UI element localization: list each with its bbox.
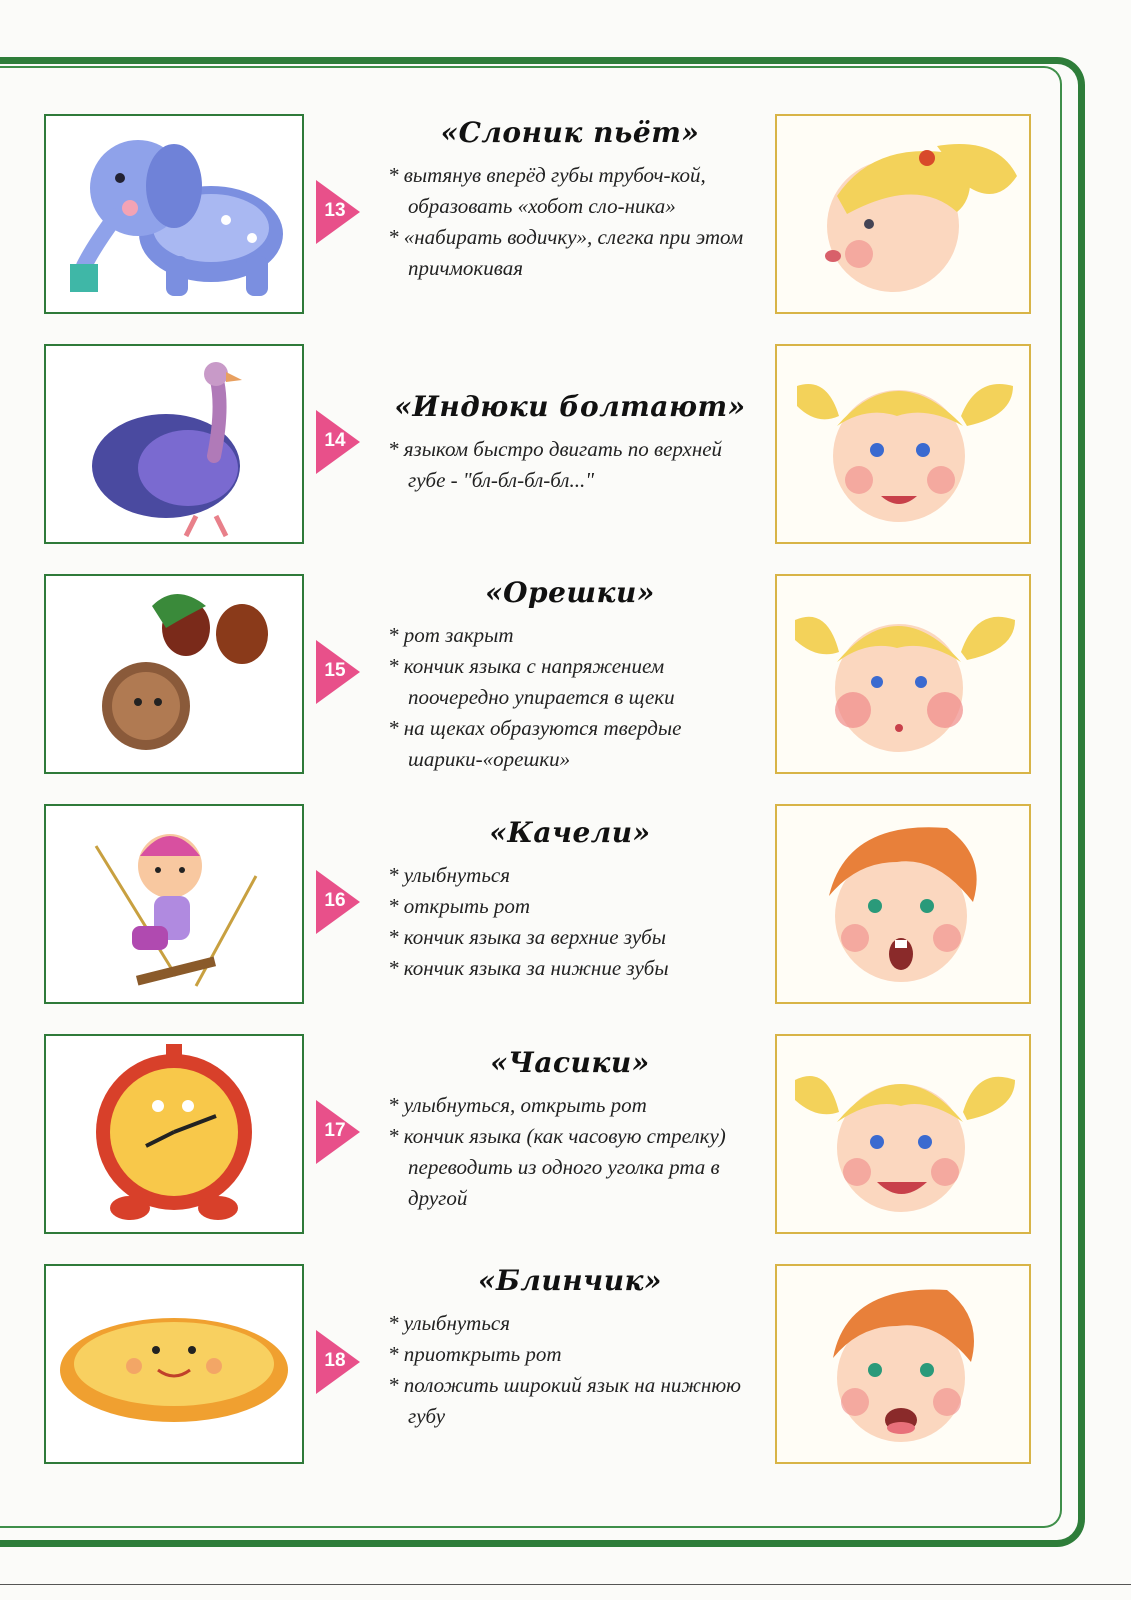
exercise-18 [0, 1264, 1131, 1464]
number-marker: 13 [316, 180, 360, 244]
exercise-14 [0, 344, 1131, 544]
child-face-picture [775, 114, 1031, 314]
exercise-15 [0, 574, 1131, 774]
exercise-title: «Орешки» [485, 576, 655, 609]
instruction-item: * кончик языка с напряжением поочередно упирается в щеки [388, 651, 758, 713]
number-marker: 17 [316, 1100, 360, 1164]
exercise-instructions [388, 160, 758, 284]
exercise-17 [0, 1034, 1131, 1234]
exercise-title: «Блинчик» [477, 1264, 662, 1297]
instruction-item: * кончик языка за нижние зубы [388, 953, 758, 984]
elephant-picture [44, 114, 304, 314]
child-face-picture [775, 1034, 1031, 1234]
number-marker: 15 [316, 640, 360, 704]
exercise-instructions [388, 1308, 758, 1432]
exercise-instructions [388, 434, 758, 496]
instruction-item: * «набирать водичку», слегка при этом причмокивая [388, 222, 758, 284]
exercise-16 [0, 804, 1131, 1004]
instruction-item: * улыбнуться, открыть рот [388, 1090, 758, 1121]
instruction-item: * улыбнуться [388, 860, 758, 891]
instruction-item: * языком быстро двигать по верхней губе - "бл-бл-бл-бл..." [388, 434, 758, 496]
pancake-picture [44, 1264, 304, 1464]
instruction-item: * приоткрыть рот [388, 1339, 758, 1370]
instruction-item: * на щеках образуются твердые шарики-«орешки» [388, 713, 758, 775]
instruction-item: * открыть рот [388, 891, 758, 922]
instruction-item: * кончик языка за верхние зубы [388, 922, 758, 953]
instruction-item: * рот закрыт [388, 620, 758, 651]
exercise-title: «Качели» [489, 816, 651, 849]
child-face-picture [775, 574, 1031, 774]
nuts-picture [44, 574, 304, 774]
exercise-instructions [388, 620, 758, 775]
instruction-item: * кончик языка (как часовую стрелку) переводить из одного уголка рта в другой [388, 1121, 758, 1214]
clock-picture [44, 1034, 304, 1234]
turkey-picture [44, 344, 304, 544]
instruction-item: * положить широкий язык на нижнюю губу [388, 1370, 758, 1432]
exercise-title: «Слоник пьёт» [440, 116, 700, 149]
exercise-title: «Индюки болтают» [394, 390, 746, 423]
exercise-title: «Часики» [490, 1046, 650, 1079]
child-face-picture [775, 1264, 1031, 1464]
number-marker: 14 [316, 410, 360, 474]
exercise-13 [0, 114, 1131, 314]
exercise-instructions [388, 860, 758, 984]
number-marker: 16 [316, 870, 360, 934]
swing-picture [44, 804, 304, 1004]
bottom-rule [0, 1584, 1131, 1585]
instruction-item: * улыбнуться [388, 1308, 758, 1339]
child-face-picture [775, 344, 1031, 544]
number-marker: 18 [316, 1330, 360, 1394]
instruction-item: * вытянув вперёд губы трубоч-кой, образовать «хобот сло-ника» [388, 160, 758, 222]
child-face-picture [775, 804, 1031, 1004]
exercise-instructions [388, 1090, 758, 1214]
